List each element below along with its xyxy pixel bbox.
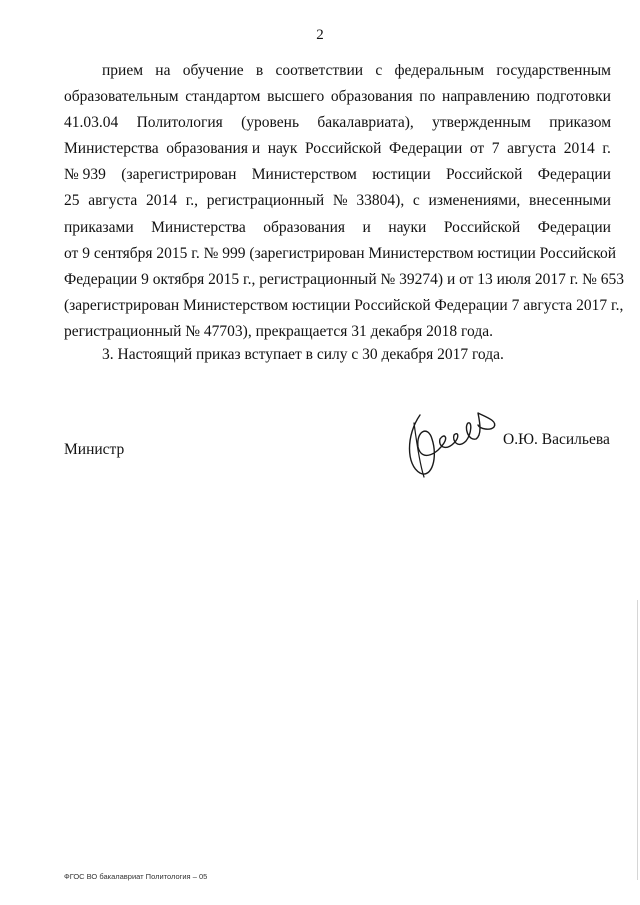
body-line bbox=[64, 110, 611, 136]
body-line bbox=[64, 136, 611, 162]
word: № bbox=[332, 192, 348, 210]
word: прием bbox=[102, 62, 144, 79]
body-line bbox=[64, 58, 611, 84]
word: образования bbox=[263, 218, 346, 236]
word: утвержденным bbox=[432, 114, 531, 132]
word: соответствии bbox=[275, 62, 364, 79]
word: науки bbox=[388, 218, 427, 236]
body-line bbox=[64, 293, 624, 319]
word: Федерации 9 октября 2015 г., регистрационный № 39274) и от 13 июля 2017 г. № 653 bbox=[64, 270, 625, 288]
word: изменениями, bbox=[428, 192, 521, 210]
word: на bbox=[155, 62, 171, 79]
word: государственным bbox=[496, 62, 611, 79]
body-line bbox=[64, 241, 617, 267]
word: приказами bbox=[64, 218, 134, 236]
word: образовательным bbox=[64, 88, 179, 106]
word: Министерством bbox=[251, 166, 357, 184]
word: 41.03.04 bbox=[64, 114, 119, 132]
word: Российской bbox=[305, 140, 382, 158]
word: 2014 bbox=[563, 140, 595, 158]
scan-edge-line bbox=[637, 600, 638, 880]
word: Федерации bbox=[537, 166, 611, 184]
word: бакалавриата), bbox=[317, 114, 414, 132]
word: наук bbox=[267, 140, 298, 158]
word: образования bbox=[330, 88, 413, 106]
word: Федерации bbox=[537, 218, 611, 236]
word: 7 bbox=[491, 140, 500, 158]
word: Политология bbox=[136, 114, 223, 132]
word: стандартом bbox=[185, 88, 261, 106]
word: от 9 сентября 2015 г. № 999 (зарегистрирован Министерством юстиции Российской bbox=[64, 244, 617, 262]
word: регистрационный № 47703), прекращается 31 декабря 2018 года. bbox=[64, 322, 493, 340]
word: Министерства bbox=[64, 140, 159, 158]
body-line bbox=[64, 215, 611, 241]
word: по bbox=[419, 88, 436, 106]
word: в bbox=[255, 62, 264, 79]
word: обучение bbox=[182, 62, 244, 79]
handwritten-signature bbox=[398, 393, 508, 488]
word: августа bbox=[507, 140, 557, 158]
word: 33804), bbox=[356, 192, 405, 210]
word: августа bbox=[88, 192, 138, 210]
word: подготовки bbox=[536, 88, 611, 106]
word: внесенными bbox=[529, 192, 611, 210]
word: Российской bbox=[443, 218, 521, 236]
body-line bbox=[64, 84, 611, 110]
word: (зарегистрирован bbox=[121, 166, 237, 184]
word: № 939 bbox=[64, 166, 106, 184]
word: приказом bbox=[549, 114, 611, 132]
word: (зарегистрирован Министерством юстиции Российской Федерации 7 августа 2017 г., bbox=[64, 296, 624, 314]
word: юстиции bbox=[372, 166, 431, 184]
footer-note: ФГОС ВО бакалавриат Политология – 05 bbox=[64, 872, 208, 881]
body-line bbox=[64, 267, 625, 293]
word: образования и bbox=[166, 140, 261, 158]
word: 2014 bbox=[145, 192, 177, 210]
word: г. bbox=[602, 140, 611, 158]
word: г., bbox=[185, 192, 199, 210]
word: Федерации bbox=[389, 140, 463, 158]
signer-name: О.Ю. Васильева bbox=[503, 431, 610, 448]
word: с bbox=[375, 62, 383, 79]
word: (уровень bbox=[241, 114, 300, 132]
word: от bbox=[469, 140, 485, 158]
word: Министерства bbox=[151, 218, 246, 236]
word: направлению bbox=[442, 88, 530, 106]
signer-position: Министр bbox=[64, 441, 125, 458]
paragraph-item-3: 3. Настоящий приказ вступает в силу с 30 декабря 2017 года. bbox=[102, 346, 504, 363]
word: федеральным bbox=[394, 62, 485, 79]
body-line bbox=[64, 188, 611, 214]
document-body bbox=[64, 58, 625, 345]
word: регистрационный bbox=[206, 192, 325, 210]
word: Российской bbox=[446, 166, 523, 184]
word: с bbox=[412, 192, 420, 210]
page-number: 2 bbox=[316, 27, 324, 43]
body-line bbox=[64, 162, 611, 188]
word: и bbox=[362, 218, 371, 236]
body-line bbox=[64, 319, 611, 345]
word: 25 bbox=[64, 192, 80, 210]
word: высшего bbox=[267, 88, 325, 106]
